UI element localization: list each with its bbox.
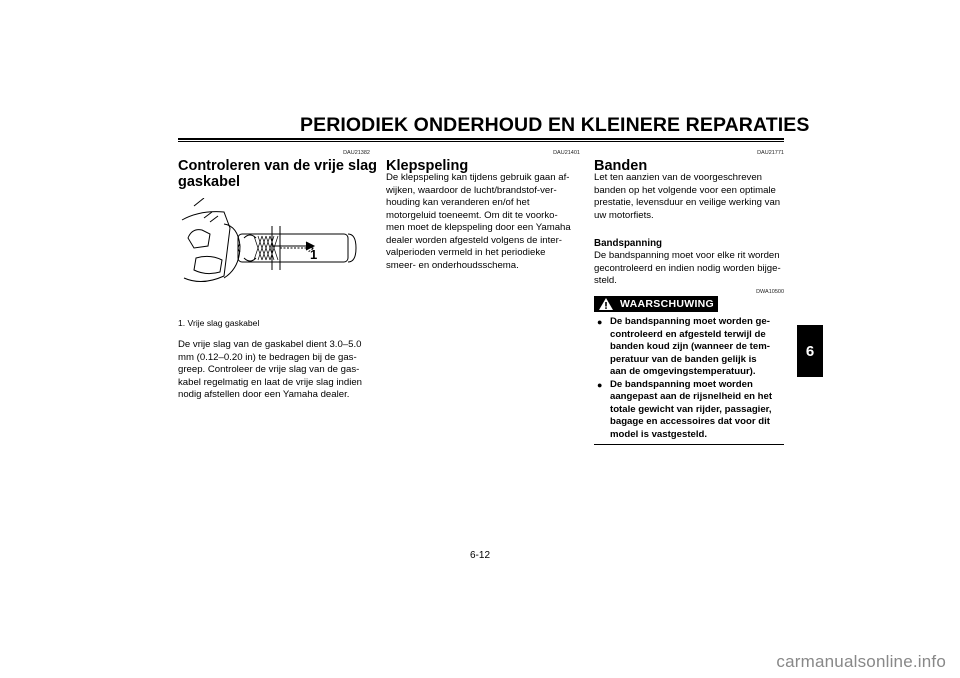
bullet-line: banden koud zijn (wanneer de tem- [610, 341, 770, 352]
body-line: houding kan veranderen en/of het [386, 197, 530, 208]
bullet-line: De bandspanning moet worden ge- [610, 316, 770, 327]
body-line: Let ten aanzien van de voorgeschreven [594, 172, 763, 183]
bullet-line: De bandspanning moet worden [610, 378, 753, 390]
warning-triangle-icon [598, 297, 614, 311]
section-heading [178, 158, 378, 190]
body-line: motorgeluid toeneemt. Om dit te voorko- [386, 209, 558, 221]
section-body [178, 339, 374, 402]
warning-label: WAARSCHUWING [620, 298, 715, 310]
list-item [594, 316, 784, 379]
warning-code: DWA10500 [756, 289, 784, 295]
body-line: gecontroleerd en indien nodig worden bijge- [594, 262, 781, 274]
body-line: wijken, waardoor de lucht/brandstof-ver- [386, 184, 557, 196]
section-body [594, 172, 784, 222]
body-line: dealer worden afgesteld volgens de inter- [386, 234, 562, 246]
bullet-line: controleerd en afgesteld terwijl de [610, 328, 766, 340]
bullet-mark: ● [597, 317, 603, 327]
heading-line: gaskabel [178, 174, 241, 190]
body-line: De vrije slag van de gaskabel dient 3.0–5.0 [178, 339, 362, 350]
body-line: nodig afstellen door een Yamaha dealer. [178, 389, 350, 400]
bullet-line: aangepast aan de rijsnelheid en het [610, 391, 773, 402]
body-line: De bandspanning moet voor elke rit worden [594, 250, 780, 261]
bullet-mark: ● [597, 379, 603, 390]
body-line: uw motorfiets. [594, 209, 654, 221]
watermark: carmanualsonline.info [776, 652, 946, 671]
body-line: kabel regelmatig en laat de vrije slag indien [178, 376, 362, 388]
warning-bottom-rule [594, 444, 784, 445]
header-rule-thin [178, 141, 784, 142]
body-line: steld. [594, 275, 617, 286]
chapter-tab[interactable]: 6 [797, 325, 823, 377]
body-line: banden op het volgende voor een optimale [594, 184, 776, 196]
body-line: prestatie, levensduur en veilige werking van [594, 197, 781, 208]
bullet-line: peratuur van de banden gelijk is [610, 353, 757, 365]
bullet-line: aan de omgevingstemperatuur). [610, 366, 756, 377]
section-body [386, 172, 578, 272]
section-heading: Klepspeling [386, 158, 469, 174]
page-title: PERIODIEK ONDERHOUD EN KLEINERE REPARATIES [300, 114, 810, 136]
figure-caption: 1. Vrije slag gaskabel [178, 318, 260, 328]
warning-banner [594, 296, 718, 312]
body-line: valperioden vermeld in het periodieke [386, 247, 546, 258]
body-line: greep. Controleer de vrije slag van de gas- [178, 364, 360, 375]
body-line: De klepspeling kan tijdens gebruik gaan af- [386, 172, 570, 183]
warning-list [594, 316, 784, 441]
section-heading: Banden [594, 158, 648, 174]
section-code: DAU21401 [553, 150, 580, 156]
body-line: smeer- en onderhoudsschema. [386, 259, 519, 271]
page-number: 6-12 [469, 550, 490, 561]
body-line: mm (0.12–0.20 in) te bedragen bij de gas- [178, 351, 357, 363]
subheading: Bandspanning [594, 238, 663, 249]
section-code: DAU21382 [343, 150, 370, 156]
bullet-line: bagage en accessoires dat voor dit [610, 416, 770, 427]
body-line: men moet de klepspeling door een Yamaha [386, 222, 571, 233]
bullet-line: model is vastgesteld. [610, 428, 708, 440]
heading-line: Controleren van de vrije slag [178, 158, 378, 174]
header-rule [178, 138, 784, 140]
bullet-line: totale gewicht van rijder, passagier, [610, 403, 772, 415]
throttle-grip-illustration [180, 198, 371, 306]
section-code: DAU21771 [757, 150, 784, 156]
figure-callout: 1 [310, 247, 318, 262]
section-body [594, 250, 784, 288]
list-item [594, 379, 784, 442]
